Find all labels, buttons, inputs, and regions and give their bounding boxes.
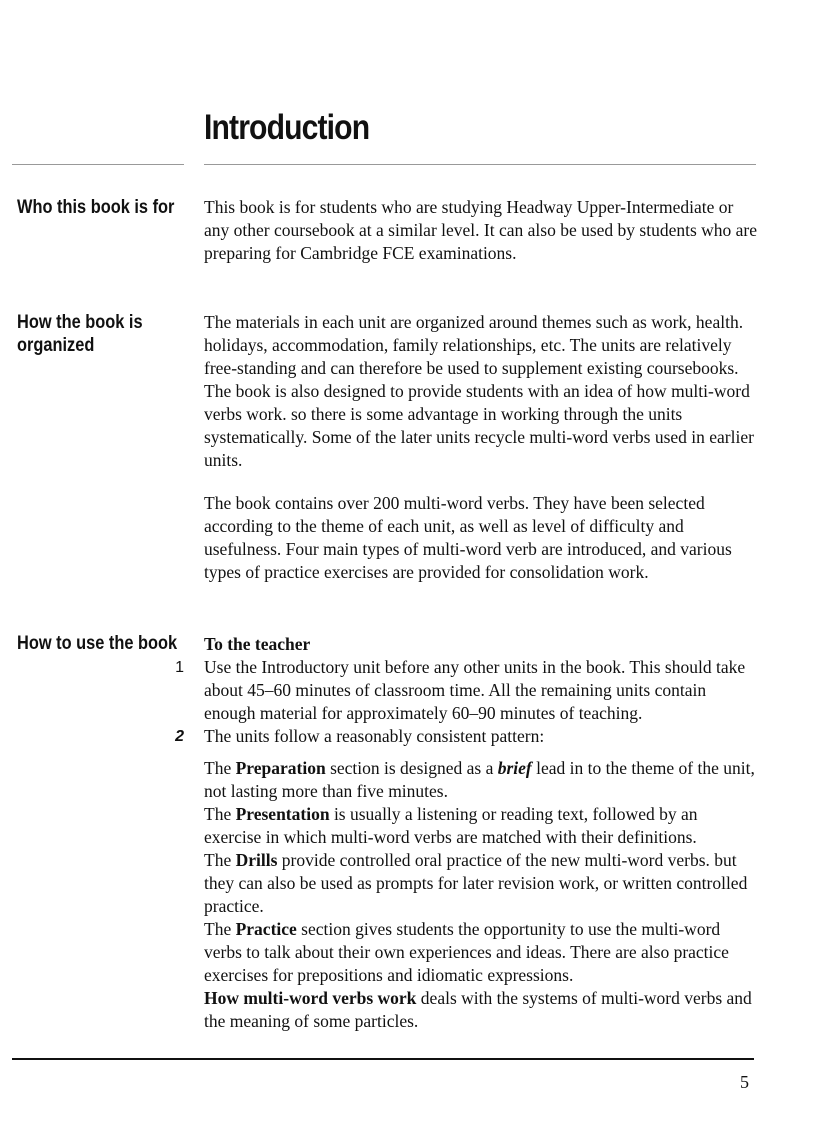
drills-paragraph: The Drills provide controlled oral practice of the new multi-word verbs. but they can also be used as prompts for later revision work, or written controlled practice. (204, 850, 748, 916)
organized-heading-line1: How the book is (17, 311, 143, 333)
page-title: Introduction (204, 108, 370, 147)
section-body-use (175, 633, 759, 1033)
section-body-organized (204, 311, 759, 584)
item-text-1: Use the Introductory unit before any other units in the book. This should take about 45–60 minutes of classroom time. All the remaining units contain enough material for approximately 60–90 minutes of teaching. (204, 657, 746, 723)
page-number: 5 (740, 1072, 749, 1092)
list-item (175, 656, 759, 725)
presentation-paragraph: The Presentation is usually a listening or reading text, followed by an exercise in which multi-word verbs are matched with their definitions. (204, 804, 698, 847)
how-works-term: How multi-word verbs work (204, 988, 417, 1008)
practice-term: Practice (235, 919, 297, 939)
preparation-paragraph: The Preparation section is designed as a brief lead in to the theme of the unit, not lasting more than five minutes. (204, 758, 755, 801)
left-divider (12, 164, 184, 165)
organized-paragraph-1: The materials in each unit are organized around themes such as work, health. holidays, accommodation, family relationships, etc. The units are relatively free-standing and can therefore be used to supplement existing coursebooks. The book is also designed to provide students with an idea of how multi-word verbs work. so there is some advantage in working through the units systematically. Some of the later units recycle multi-word verbs used in earlier units. (204, 312, 754, 470)
section-heading-organized (17, 311, 143, 357)
organized-paragraph-2: The book contains over 200 multi-word verbs. They have been selected according to the theme of each unit, as well as level of difficulty and usefulness. Four main types of multi-word verb are introduced, and various types of practice exercises are provided for consolidation work. (204, 493, 732, 582)
list-item (175, 725, 759, 748)
who-paragraph: This book is for students who are studying Headway Upper-Intermediate or any other coursebook at a similar level. It can also be used by students who are preparing for Cambridge FCE examinations. (204, 197, 758, 263)
section-body-who (204, 196, 759, 265)
unit-pattern-list (204, 757, 759, 1033)
how-works-paragraph: How multi-word verbs work deals with the systems of multi-word verbs and the meaning of some particles. (204, 988, 752, 1031)
brief-emphasis: brief (497, 758, 532, 778)
teacher-subheading: To the teacher (204, 634, 311, 654)
right-divider (204, 164, 756, 165)
preparation-term: Preparation (235, 758, 326, 778)
presentation-term: Presentation (235, 804, 330, 824)
item-text-2: The units follow a reasonably consistent pattern: (204, 726, 545, 746)
organized-heading-line2: organized (17, 334, 95, 356)
footer-rule (12, 1058, 754, 1060)
drills-term: Drills (235, 850, 278, 870)
practice-paragraph: The Practice section gives students the opportunity to use the multi-word verbs to talk about their own experiences and ideas. There are also practice exercises for prepositions and idiomatic expressions. (204, 919, 729, 985)
item-number-2: 2 (175, 728, 184, 745)
item-number-1: 1 (175, 659, 184, 676)
section-heading-who: Who this book is for (17, 196, 175, 218)
section-heading-use: How to use the book (17, 632, 178, 654)
